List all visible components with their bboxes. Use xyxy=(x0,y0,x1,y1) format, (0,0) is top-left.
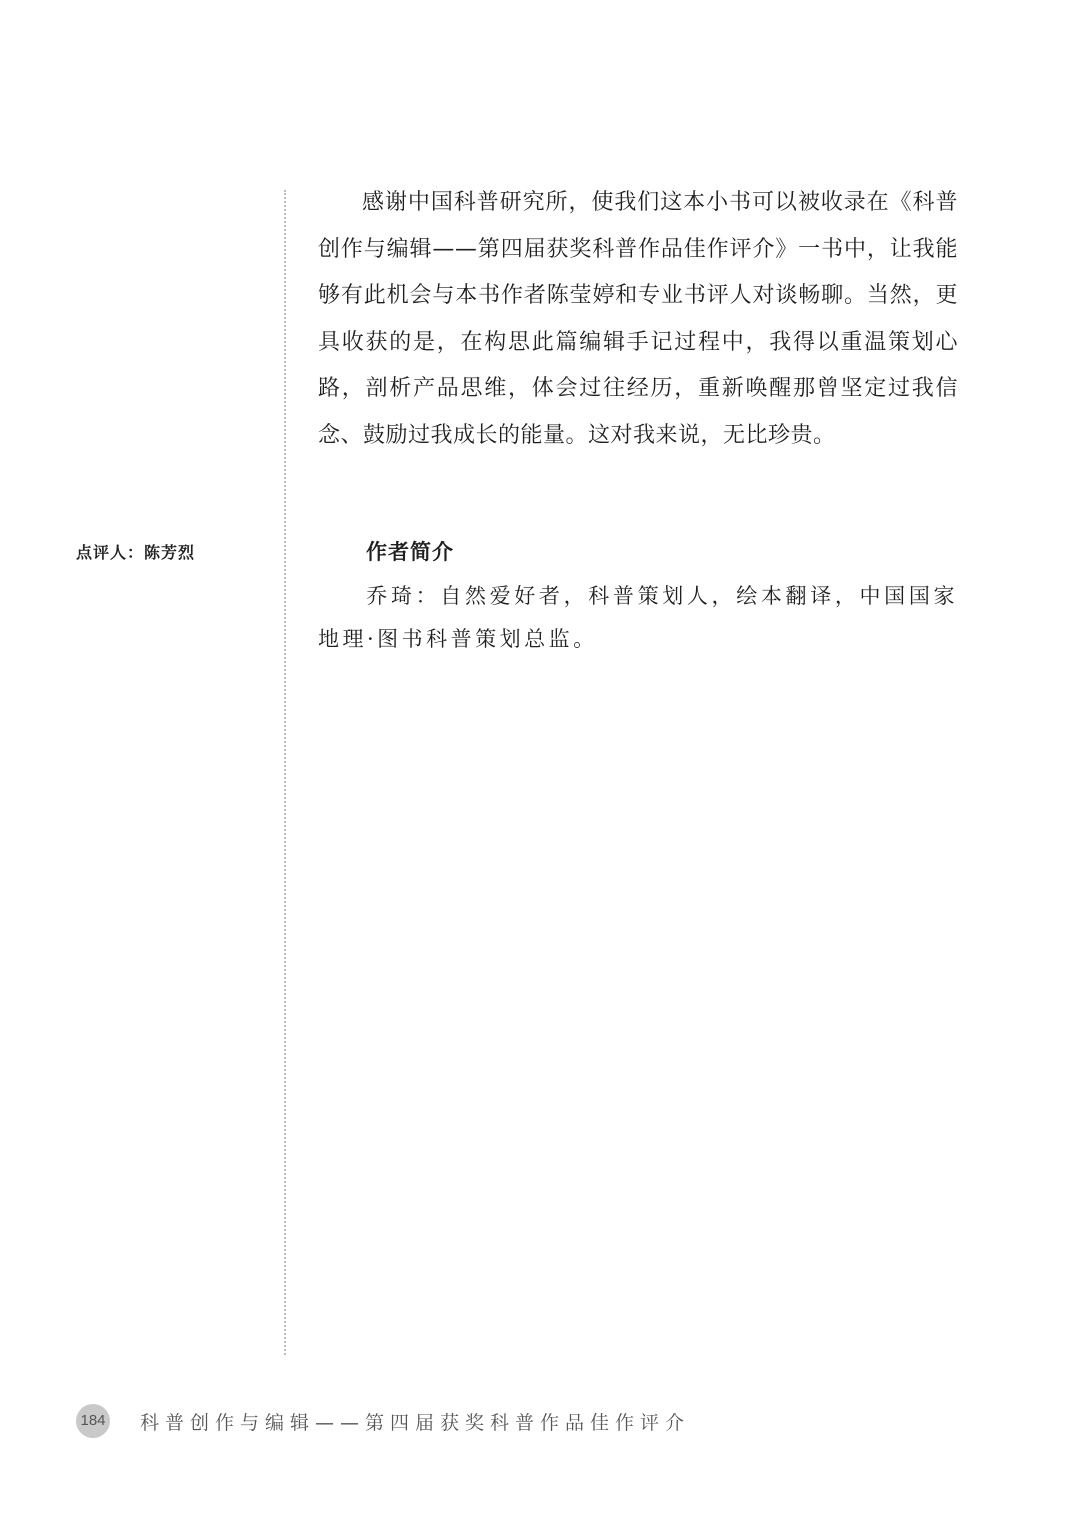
page-number-badge: 184 xyxy=(76,1404,110,1438)
author-bio: 乔琦：自然爱好者，科普策划人，绘本翻译，中国国家地理·图书科普策划总监。 xyxy=(318,584,958,651)
margin-dotted-rule xyxy=(284,190,286,1355)
page-footer xyxy=(0,1400,1080,1444)
author-section-heading: 作者简介 xyxy=(366,540,454,564)
running-title: 科普创作与编辑——第四届获奖科普作品佳作评介 xyxy=(140,1412,691,1434)
body-paragraph: 感谢中国科普研究所，使我们这本小书可以被收录在《科普创作与编辑——第四届获奖科普作品佳作评介》一书中，让我能够有此机会与本书作者陈莹婷和专业书评人对谈畅聊。当然，更具收获的是，在构思此篇编辑手记过程中，我得以重温策划心路，剖析产品思维，体会过往经历，重新唤醒那曾坚定过我信念、鼓励过我成长的能量。这对我来说，无比珍贵。 xyxy=(318,190,958,448)
reviewer-note: 点评人：陈芳烈 xyxy=(76,543,196,562)
